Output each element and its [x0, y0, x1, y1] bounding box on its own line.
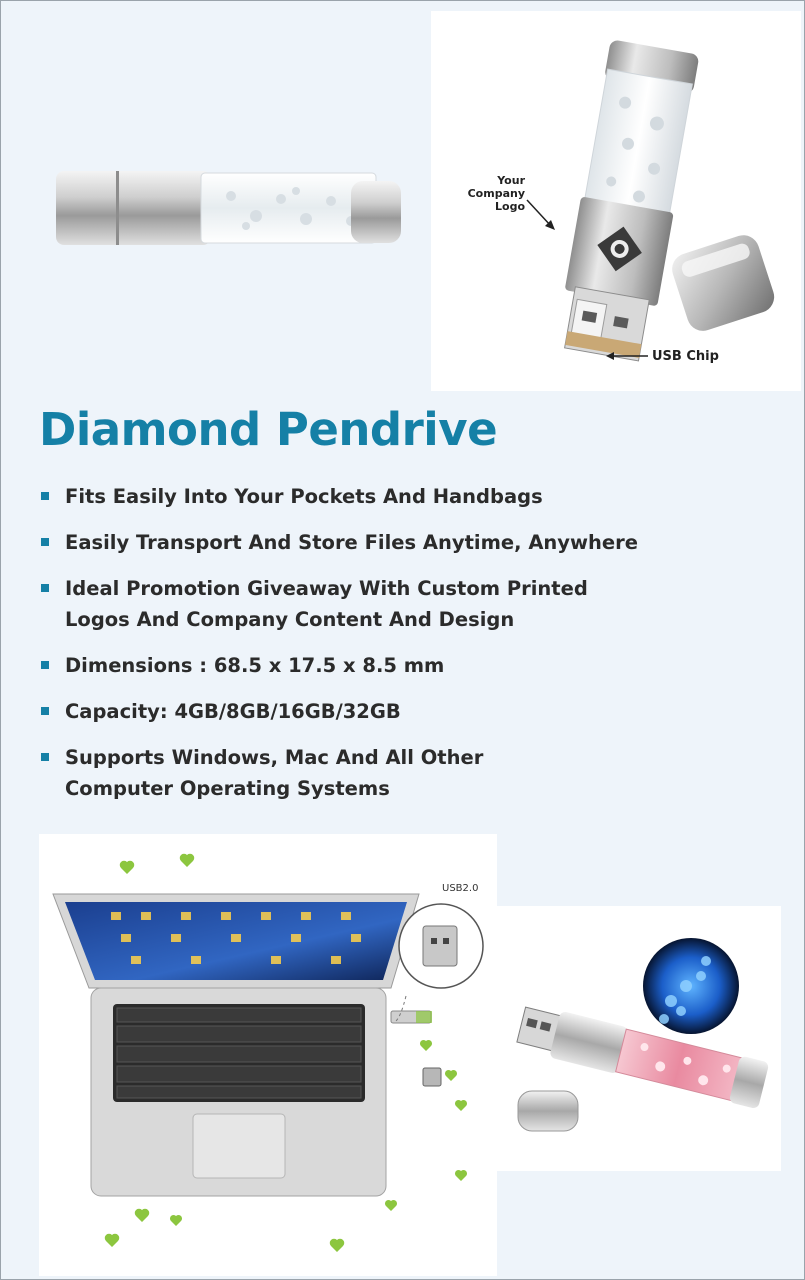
square-bullet-icon [41, 492, 49, 500]
laptop-image [51, 846, 501, 1266]
feature-text: Fits Easily Into Your Pockets And Handbags [65, 485, 543, 508]
feature-list [41, 481, 741, 819]
arrow-pointer-icon [523, 196, 563, 236]
square-bullet-icon [41, 753, 49, 761]
feature-text: Ideal Promotion Giveaway With Custom Printed Logos And Company Content And Design [65, 577, 588, 631]
square-bullet-icon [41, 584, 49, 592]
usb-chip-label: USB Chip [652, 349, 719, 364]
company-logo-label: Your Company Logo [467, 174, 525, 213]
feature-item [41, 481, 741, 512]
square-bullet-icon [41, 707, 49, 715]
usb-version-label: USB2.0 [442, 883, 479, 894]
feature-item [41, 742, 741, 804]
glowing-pendrive-image [496, 931, 776, 1171]
feature-text: Easily Transport And Store Files Anytime, Anywhere [65, 531, 638, 554]
pendrive-horizontal-image [51, 161, 411, 261]
square-bullet-icon [41, 538, 49, 546]
page-title: Diamond Pendrive [39, 403, 498, 456]
feature-text: Dimensions : 68.5 x 17.5 x 8.5 mm [65, 654, 445, 677]
feature-item [41, 650, 741, 681]
feature-text: Supports Windows, Mac And All Other Computer Operating Systems [65, 746, 484, 800]
feature-text: Capacity: 4GB/8GB/16GB/32GB [65, 700, 401, 723]
arrow-pointer-icon [604, 349, 652, 363]
feature-item [41, 696, 741, 727]
square-bullet-icon [41, 661, 49, 669]
feature-item [41, 573, 741, 635]
feature-item [41, 527, 741, 558]
